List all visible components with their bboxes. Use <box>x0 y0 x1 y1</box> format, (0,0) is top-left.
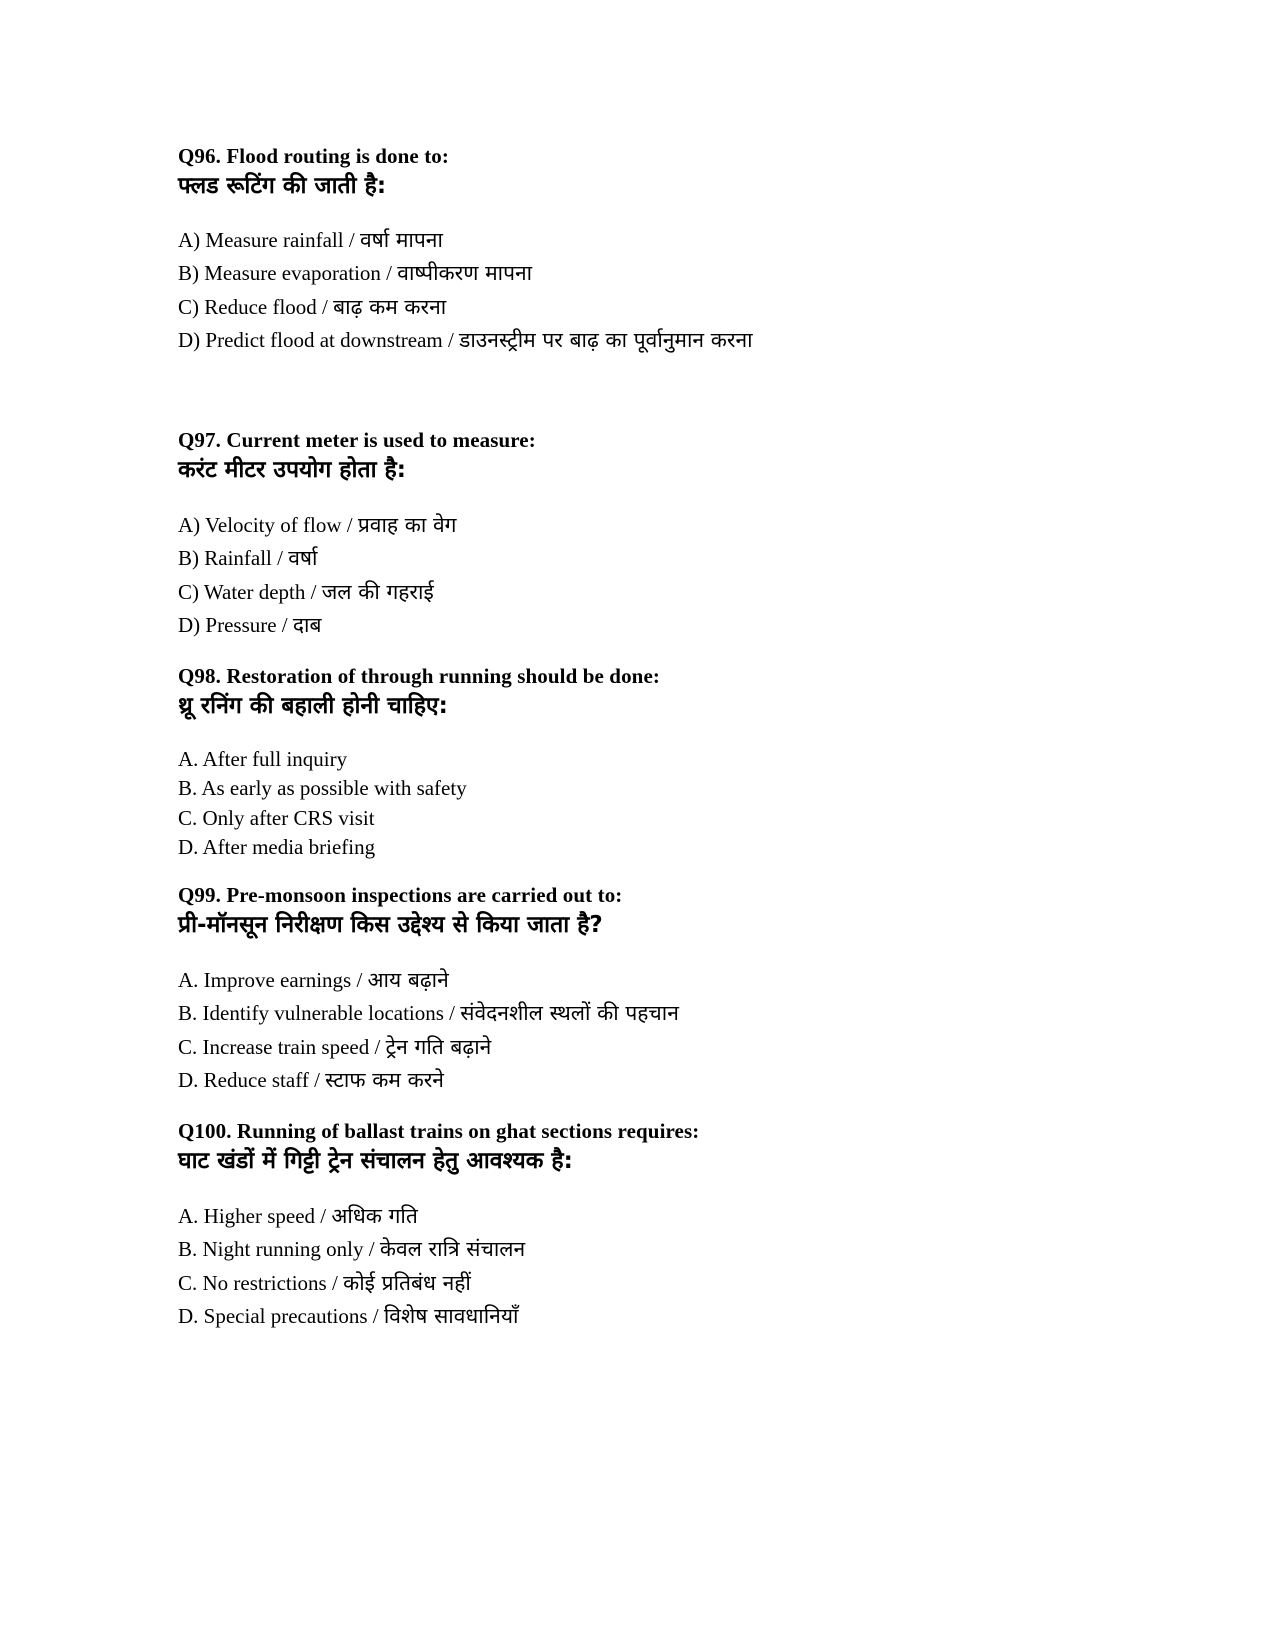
option-text-hi: केवल रात्रि संचालन <box>379 1237 526 1261</box>
option-text-hi: संवेदनशील स्थलों की पहचान <box>460 1001 679 1025</box>
option-c <box>178 1034 491 1060</box>
option-text-hi: डाउनस्ट्रीम पर बाढ़ का पूर्वानुमान करना <box>459 328 753 352</box>
option-text-en: C) Reduce flood / <box>178 295 334 319</box>
option-text-hi: आय बढ़ाने <box>367 968 449 992</box>
option-text-en: D) Pressure / <box>178 613 293 637</box>
option-d <box>178 834 375 860</box>
option-b <box>178 260 532 286</box>
option-text-en: D. After media briefing <box>178 835 376 859</box>
option-text-hi: वर्षा मापना <box>359 228 443 252</box>
option-text-en: B. As early as possible with safety <box>178 776 467 800</box>
option-text-en: C. Only after CRS visit <box>178 806 375 830</box>
option-text-en: D) Predict flood at downstream / <box>178 328 460 352</box>
question-title-hindi: फ्लड रूटिंग की जाती है: <box>178 173 387 199</box>
option-text-hi: दाब <box>292 613 322 637</box>
question-title: Q100. Running of ballast trains on ghat sections requires: <box>178 1119 700 1143</box>
option-b <box>178 775 467 801</box>
option-text-hi: प्रवाह का वेग <box>357 513 457 537</box>
question-title-hindi: थ्रू रनिंग की बहाली होनी चाहिए: <box>178 693 448 719</box>
option-c <box>178 805 375 831</box>
option-a <box>178 227 443 253</box>
question-title: Q96. Flood routing is done to: <box>178 144 449 168</box>
option-text-en: A. Higher speed / <box>178 1204 332 1228</box>
option-text-en: C) Water depth / <box>178 580 322 604</box>
option-text-hi: स्टाफ कम करने <box>325 1068 444 1092</box>
option-text-en: C. No restrictions / <box>178 1271 344 1295</box>
option-c <box>178 1270 471 1296</box>
question-title-hindi: घाट खंडों में गिट्टी ट्रेन संचालन हेतु आवश्यक है: <box>178 1148 573 1174</box>
option-b <box>178 1000 679 1026</box>
option-text-en: A) Velocity of flow / <box>178 513 358 537</box>
option-text-en: B. Identify vulnerable locations / <box>178 1001 461 1025</box>
option-text-hi: वाष्पीकरण मापना <box>397 261 533 285</box>
option-text-hi: वर्षा <box>288 546 318 570</box>
option-c <box>178 294 446 320</box>
option-d <box>178 327 753 353</box>
option-text-en: B) Measure evaporation / <box>178 261 398 285</box>
question-title-hindi: करंट मीटर उपयोग होता है: <box>178 457 406 483</box>
question-title: Q99. Pre-monsoon inspections are carried out to: <box>178 883 623 907</box>
option-text-en: A) Measure rainfall / <box>178 228 360 252</box>
option-c <box>178 579 434 605</box>
option-text-hi: कोई प्रतिबंध नहीं <box>343 1271 471 1295</box>
option-text-en: A. After full inquiry <box>178 747 348 771</box>
option-text-en: D. Special precautions / <box>178 1304 384 1328</box>
option-a <box>178 746 347 772</box>
option-text-en: B. Night running only / <box>178 1237 380 1261</box>
option-text-hi: जल की गहराई <box>321 580 434 604</box>
option-text-hi: विशेष सावधानियाँ <box>383 1304 519 1328</box>
option-d <box>178 612 322 638</box>
option-text-en: C. Increase train speed / <box>178 1035 386 1059</box>
option-a <box>178 1203 418 1229</box>
option-d <box>178 1303 518 1329</box>
option-text-hi: ट्रेन गति बढ़ाने <box>385 1035 492 1059</box>
option-text-hi: अधिक गति <box>331 1204 418 1228</box>
option-text-en: A. Improve earnings / <box>178 968 368 992</box>
option-text-hi: बाढ़ कम करना <box>333 295 447 319</box>
option-a <box>178 967 449 993</box>
option-text-en: B) Rainfall / <box>178 546 289 570</box>
option-text-en: D. Reduce staff / <box>178 1068 326 1092</box>
question-title-hindi: प्री-मॉनसून निरीक्षण किस उद्देश्य से किया जाता है? <box>178 912 603 938</box>
question-title: Q98. Restoration of through running should be done: <box>178 664 660 688</box>
option-a <box>178 512 456 538</box>
option-b <box>178 1236 525 1262</box>
option-d <box>178 1067 444 1093</box>
question-title: Q97. Current meter is used to measure: <box>178 428 536 452</box>
option-b <box>178 545 318 571</box>
